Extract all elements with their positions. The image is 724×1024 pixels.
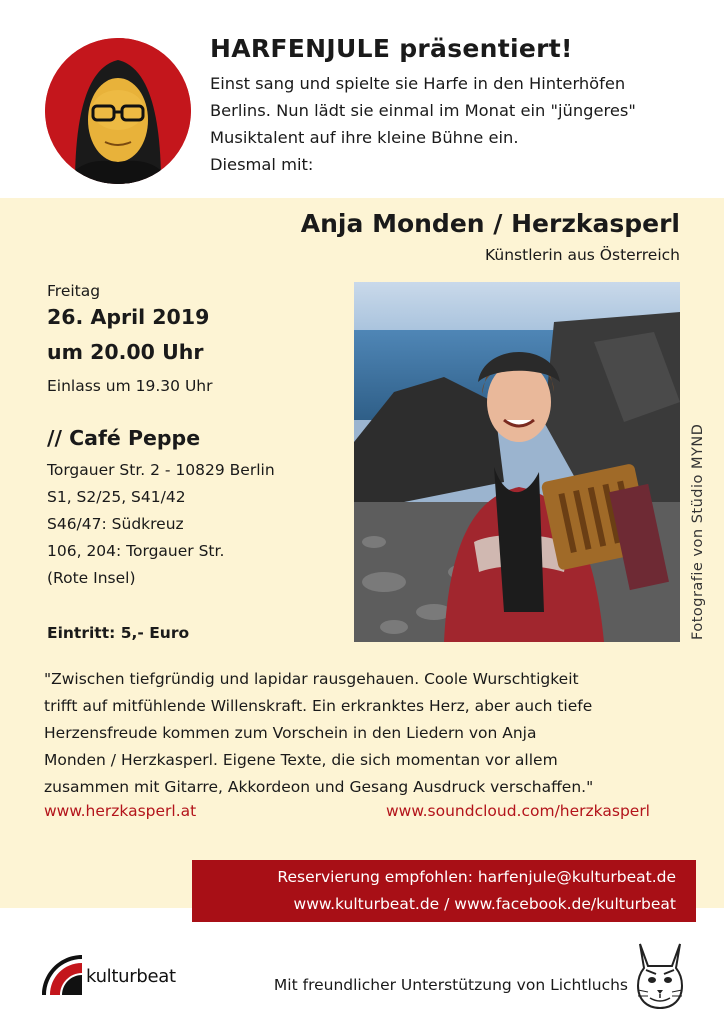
address-line: S46/47: Südkreuz xyxy=(47,515,184,533)
website-links-line: www.kulturbeat.de / www.facebook.de/kulturbeat xyxy=(293,895,676,913)
quote-line: Monden / Herzkasperl. Eigene Texte, die sich momentan vor allem xyxy=(44,751,558,769)
event-time: um 20.00 Uhr xyxy=(47,340,204,364)
intro-text xyxy=(210,70,680,178)
reservation-line: Reservierung empfohlen: harfenjule@kulturbeat.de xyxy=(277,868,676,886)
intro-line: Einst sang und spielte sie Harfe in den Hinterhöfen xyxy=(210,74,626,93)
address-line: Torgauer Str. 2 - 10829 Berlin xyxy=(47,461,275,479)
headline: HARFENJULE präsentiert! xyxy=(210,34,573,63)
description-quote xyxy=(44,666,684,801)
harfenjule-portrait xyxy=(45,38,191,184)
quote-line: "Zwischen tiefgründig und lapidar rausgehauen. Coole Wurschtigkeit xyxy=(44,670,579,688)
event-weekday: Freitag xyxy=(47,282,101,300)
support-credit: Mit freundlicher Unterstützung von Lichtluchs xyxy=(273,976,628,994)
event-date: 26. April 2019 xyxy=(47,305,210,329)
lynx-logo-icon xyxy=(630,940,690,1010)
quote-line: trifft auf mitfühlende Willenskraft. Ein erkranktes Herz, aber auch tiefe xyxy=(44,697,593,715)
kulturbeat-logo-icon xyxy=(42,955,82,995)
soundcloud-link[interactable]: www.soundcloud.com/herzkasperl xyxy=(385,802,650,820)
intro-line: Musiktalent auf ihre kleine Bühne ein. xyxy=(210,128,519,147)
artist-photo xyxy=(354,282,680,642)
photo-credit: Fotografie von Stüdio MYND xyxy=(690,423,706,640)
address-line: (Rote Insel) xyxy=(47,569,136,587)
artist-subtitle: Künstlerin aus Österreich xyxy=(485,246,680,264)
address-line: S1, S2/25, S41/42 xyxy=(47,488,186,506)
artist-name: Anja Monden / Herzkasperl xyxy=(300,209,680,238)
venue-name: // Café Peppe xyxy=(47,426,201,450)
admission-price: Eintritt: 5,- Euro xyxy=(47,624,190,642)
intro-line: Diesmal mit: xyxy=(210,155,314,174)
entry-time: Einlass um 19.30 Uhr xyxy=(47,377,213,395)
herzkasperl-link[interactable]: www.herzkasperl.at xyxy=(44,802,197,820)
quote-line: zusammen mit Gitarre, Akkordeon und Gesang Ausdruck verschaffen." xyxy=(44,778,594,796)
intro-line: Berlins. Nun lädt sie einmal im Monat ein "jüngeres" xyxy=(210,101,636,120)
address-line: 106, 204: Torgauer Str. xyxy=(47,542,225,560)
venue-address xyxy=(47,457,275,592)
kulturbeat-logo-text: kulturbeat xyxy=(86,966,176,987)
quote-line: Herzensfreude kommen zum Vorschein in den Liedern von Anja xyxy=(44,724,537,742)
